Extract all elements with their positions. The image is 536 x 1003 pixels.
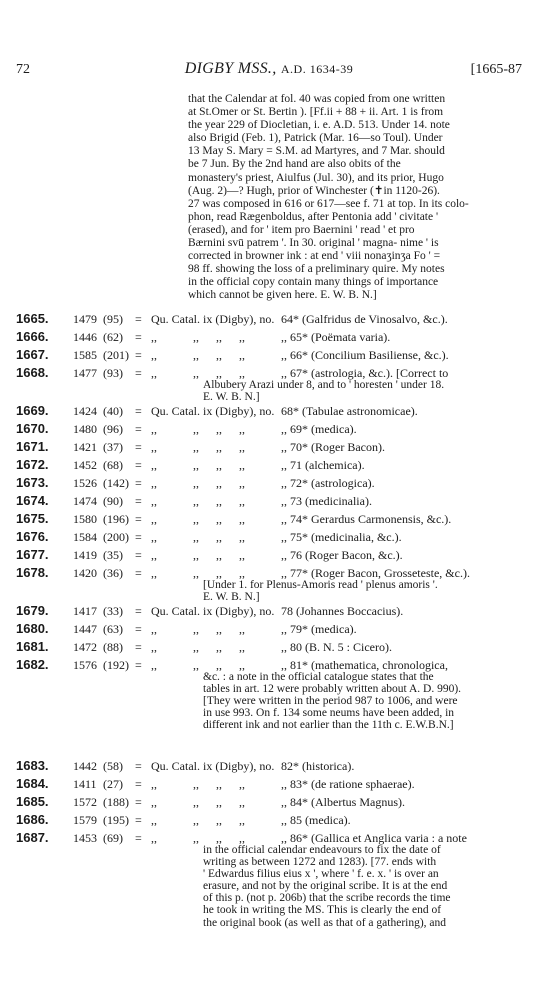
old-number: (37) [103,440,123,454]
entry-description: ,, 75* (medicinalia, &c.). [281,530,402,544]
entry-number: 1667. [16,347,49,362]
entry-number: 1673. [16,475,49,490]
title-date: A.D. 1634-39 [280,62,354,76]
entry-description: ,, 77* (Roger Bacon, Grosseteste, &c.). [281,566,470,580]
ditto-mark: ,, [151,476,157,490]
entry-number: 1678. [16,565,49,580]
equals-sign: = [135,404,142,418]
intro-line: (Aug. 2)—? Hugh, prior of Winchester (✝in 1120-26). [188,184,440,197]
old-number: (188) [103,795,129,809]
catalogue-entry [16,565,526,604]
ditto-mark: ,, [239,422,245,436]
entry-number: 1679. [16,603,49,618]
old-number: (95) [103,312,123,326]
equals-sign: = [135,622,142,636]
ms-number: 1474 [73,494,97,508]
ditto-mark: ,, [216,476,222,490]
old-number: (68) [103,458,123,472]
entry-note-line: ' Edwardus filius eius x ', where ' f. e. x. ' is over an [203,868,439,881]
ditto-mark: ,, [216,640,222,654]
entry-description: ,, 70* (Roger Bacon). [281,440,385,454]
ditto-mark: ,, [193,640,199,654]
equals-sign: = [135,566,142,580]
entry-number: 1677. [16,547,49,562]
entry-note-line: in the official calendar endeavours to fix the date of [203,844,441,856]
entry-description: ,, 76 (Roger Bacon, &c.). [281,548,403,562]
entry-number: 1686. [16,812,49,827]
entry-row [16,403,526,418]
old-number: (195) [103,813,129,827]
catalogue-entry [16,812,526,827]
equals-sign: = [135,640,142,654]
ditto-mark: ,, [151,640,157,654]
entry-description: ,, 73 (medicinalia). [281,494,372,508]
entry-number: 1675. [16,511,49,526]
ditto-mark: ,, [151,512,157,526]
ditto-mark: ,, [239,476,245,490]
ms-number: 1447 [73,622,97,636]
catalogue-entry [16,529,526,544]
ditto-mark: ,, [216,348,222,362]
ditto-mark: ,, [239,512,245,526]
ditto-mark: ,, [239,777,245,791]
catalogue-entry [16,621,526,636]
catalogue-entry [16,457,526,472]
intro-line: 98 ff. showing the loss of a preliminary quire. My notes [188,263,445,276]
entry-row [16,657,526,672]
ditto-mark: ,, [216,458,222,472]
ditto-mark: ,, [193,330,199,344]
catalogue-entry [16,830,526,930]
entry-number: 1683. [16,758,49,773]
intro-line: which cannot be given here. E. W. B. N.] [188,289,377,302]
catalogue-entry [16,403,526,418]
entry-note-line: [Under 1. for Plenus-Amoris read ' plenus amoris '. [203,579,438,591]
ms-number: 1477 [73,366,97,380]
old-number: (142) [103,476,129,490]
ditto-mark: ,, [193,440,199,454]
entry-row [16,621,526,636]
ditto-mark: ,, [239,548,245,562]
entry-number: 1668. [16,365,49,380]
ditto-mark: ,, [151,530,157,544]
entry-note-line: E. W. B. N.] [203,591,260,604]
ms-number: 1576 [73,658,97,672]
ditto-mark: ,, [216,440,222,454]
entry-description: 82* (historica). [281,759,355,773]
ditto-mark: ,, [216,530,222,544]
entry-row [16,493,526,508]
ditto-mark: ,, [151,366,157,380]
catalogue-entry [16,493,526,508]
entry-row [16,439,526,454]
equals-sign: = [135,476,142,490]
ms-number: 1421 [73,440,97,454]
ditto-mark: ,, [193,658,199,672]
catalogue-entry [16,329,526,344]
equals-sign: = [135,458,142,472]
entry-number: 1671. [16,439,49,454]
entry-row [16,830,526,845]
ms-number: 1479 [73,312,97,326]
catalogue-reference: Qu. Catal. ix (Digby), no. [151,404,275,418]
intro-line: corrected in browner ink : at end ' viii nonaʒinʒa Fo ' = [188,250,441,263]
entry-note-line: in use 993. On f. 134 some neums have been added, in [203,707,455,720]
ditto-mark: ,, [193,777,199,791]
ditto-mark: ,, [239,494,245,508]
old-number: (33) [103,604,123,618]
entry-note-line: &c. : a note in the official catalogue states that the [203,671,434,683]
ditto-mark: ,, [151,548,157,562]
ms-number: 1526 [73,476,97,490]
entry-row [16,347,526,362]
entry-row [16,311,526,326]
equals-sign: = [135,312,142,326]
old-number: (200) [103,530,129,544]
catalogue-entry [16,657,526,732]
entry-row [16,794,526,809]
equals-sign: = [135,440,142,454]
catalogue-entry [16,347,526,362]
entry-description: 68* (Tabulae astronomicae). [281,404,418,418]
ms-number: 1453 [73,831,97,845]
ditto-mark: ,, [193,512,199,526]
old-number: (96) [103,422,123,436]
entry-description: ,, 81* (mathematica, chronologica, [281,658,448,672]
entry-row [16,365,526,380]
catalogue-entry [16,365,526,404]
catalogue-entry [16,639,526,654]
ditto-mark: ,, [239,795,245,809]
entry-row [16,758,526,773]
old-number: (40) [103,404,123,418]
ditto-mark: ,, [239,813,245,827]
catalogue-reference: Qu. Catal. ix (Digby), no. [151,312,275,326]
ms-number: 1420 [73,566,97,580]
intro-line: monastery's priest, Aiulfus (Jul. 30), and its prior, Hugo [188,171,444,184]
intro-line: Bærnini svū patrem '. In 30. original ' magna- nime ' is [188,237,439,250]
ditto-mark: ,, [216,795,222,809]
ms-number: 1452 [73,458,97,472]
ditto-mark: ,, [193,530,199,544]
catalogue-entry [16,547,526,562]
ms-number: 1585 [73,348,97,362]
entry-note-line: Albubery Arazi under 8, and to ' horesten ' under 18. [203,379,445,391]
entry-row [16,603,526,618]
entry-description: ,, 69* (medica). [281,422,357,436]
entry-note-line: erasure, and not by the original scribe. It is at the end [203,880,448,893]
entry-row [16,475,526,490]
ditto-mark: ,, [193,548,199,562]
entry-note-line: E. W. B. N.] [203,391,260,404]
equals-sign: = [135,777,142,791]
ditto-mark: ,, [193,422,199,436]
entry-row [16,639,526,654]
catalogue-entry [16,421,526,436]
equals-sign: = [135,604,142,618]
entry-description: ,, 84* (Albertus Magnus). [281,795,405,809]
entry-description: 78 (Johannes Boccacius). [281,604,404,618]
entry-note-line: the original book (as well as that of a gathering), and [203,916,447,929]
entry-row [16,421,526,436]
entry-description: ,, 86* (Gallica et Anglica varia : a note [281,831,467,845]
ditto-mark: ,, [239,640,245,654]
old-number: (201) [103,348,129,362]
ditto-mark: ,, [239,566,245,580]
ditto-mark: ,, [151,795,157,809]
entry-number: 1687. [16,830,49,845]
old-number: (58) [103,759,123,773]
entry-row [16,511,526,526]
entry-note-line: different ink and not earlier than the 11th c. E.W.B.N.] [203,719,454,732]
ms-number: 1419 [73,548,97,562]
ditto-mark: ,, [193,494,199,508]
entry-number: 1684. [16,776,49,791]
ditto-mark: ,, [151,458,157,472]
entry-number: 1665. [16,311,49,326]
ditto-mark: ,, [239,366,245,380]
catalogue-entry [16,311,526,326]
ditto-mark: ,, [216,622,222,636]
catalogue-entry [16,603,526,618]
entry-description: 64* (Galfridus de Vinosalvo, &c.). [281,312,448,326]
entry-description: ,, 66* (Concilium Basiliense, &c.). [281,348,449,362]
entry-number: 1674. [16,493,49,508]
equals-sign: = [135,831,142,845]
entry-description: ,, 65* (Poëmata varia). [281,330,391,344]
ms-number: 1472 [73,640,97,654]
intro-paragraph [188,93,526,303]
ditto-mark: ,, [193,348,199,362]
equals-sign: = [135,494,142,508]
ditto-mark: ,, [193,366,199,380]
ditto-mark: ,, [151,658,157,672]
old-number: (36) [103,566,123,580]
ditto-mark: ,, [216,658,222,672]
entry-description: ,, 71 (alchemica). [281,458,365,472]
ditto-mark: ,, [216,831,222,845]
equals-sign: = [135,512,142,526]
catalogue-reference: Qu. Catal. ix (Digby), no. [151,604,275,618]
entry-note-line: writing as between 1272 and 1283). [77. ends with [203,856,437,869]
ditto-mark: ,, [193,566,199,580]
equals-sign: = [135,813,142,827]
entry-row [16,529,526,544]
entry-description: ,, 79* (medica). [281,622,357,636]
old-number: (192) [103,658,129,672]
entry-number: 1680. [16,621,49,636]
entry-description: ,, 80 (B. N. 5 : Cicero). [281,640,392,654]
ditto-mark: ,, [151,813,157,827]
old-number: (35) [103,548,123,562]
intro-line: in the official copy contain many things of importance [188,276,439,289]
ms-number: 1442 [73,759,97,773]
catalogue-entry [16,439,526,454]
old-number: (62) [103,330,123,344]
entry-note-line: tables in art. 12 were probably written about A. D. 990). [203,683,462,696]
intro-line: the year 229 of Diocletian, i. e. A.D. 513. Under 14. note [188,119,450,132]
ditto-mark: ,, [193,813,199,827]
intro-line: that the Calendar at fol. 40 was copied from one written [188,93,446,105]
entry-note-line: he took in writing the MS. This is clearly the end of [203,904,442,917]
intro-line: at St.Omer or St. Bertin ). [Ff.ii + 88 + ii. Art. 1 is from [188,106,444,119]
ditto-mark: ,, [239,530,245,544]
ms-number: 1417 [73,604,97,618]
entry-note-line: [They were written in the period 987 to 1006, and were [203,695,458,708]
ditto-mark: ,, [239,831,245,845]
ditto-mark: ,, [239,658,245,672]
ms-number: 1446 [73,330,97,344]
entry-row [16,776,526,791]
ditto-mark: ,, [151,566,157,580]
entry-description: ,, 67* (astrologia, &c.). [Correct to [281,366,449,380]
ditto-mark: ,, [216,566,222,580]
entry-number: 1682. [16,657,49,672]
entry-number: 1666. [16,329,49,344]
ditto-mark: ,, [193,831,199,845]
catalogue-entry [16,758,526,773]
entry-number: 1669. [16,403,49,418]
intro-line: (erased), and for ' item pro Baernini ' read ' et pro [188,223,415,236]
intro-line: 13 May S. Mary = S.M. ad Martyres, and 7 Mar. should [188,145,445,158]
catalogue-entry [16,794,526,809]
ditto-mark: ,, [216,777,222,791]
old-number: (90) [103,494,123,508]
intro-line: phon, read Rægenboldus, after Pentonia add ' civitate ' [188,210,439,223]
ms-number: 1572 [73,795,97,809]
old-number: (93) [103,366,123,380]
ditto-mark: ,, [151,494,157,508]
intro-line: be 7 Jun. By the 2nd hand are also obits of the [188,158,401,171]
ditto-mark: ,, [151,348,157,362]
ditto-mark: ,, [216,813,222,827]
page-header [16,62,522,82]
ditto-mark: ,, [239,622,245,636]
entry-row [16,547,526,562]
ditto-mark: ,, [216,330,222,344]
entry-number: 1685. [16,794,49,809]
equals-sign: = [135,658,142,672]
catalogue-entry [16,776,526,791]
title-main: DIGBY MSS., [184,60,277,77]
ditto-mark: ,, [239,458,245,472]
entry-row [16,565,526,580]
equals-sign: = [135,422,142,436]
equals-sign: = [135,330,142,344]
ditto-mark: ,, [193,476,199,490]
entry-note-line: of this p. (not p. 206b) that the scribe records the time [203,892,451,905]
ditto-mark: ,, [216,512,222,526]
equals-sign: = [135,366,142,380]
old-number: (27) [103,777,123,791]
equals-sign: = [135,795,142,809]
ms-number: 1579 [73,813,97,827]
old-number: (63) [103,622,123,636]
catalogue-entry [16,511,526,526]
ms-number: 1580 [73,512,97,526]
ditto-mark: ,, [216,548,222,562]
ms-number: 1584 [73,530,97,544]
ditto-mark: ,, [239,348,245,362]
ditto-mark: ,, [151,330,157,344]
entry-row [16,457,526,472]
equals-sign: = [135,530,142,544]
ms-number: 1480 [73,422,97,436]
entry-number: 1672. [16,457,49,472]
entry-description: ,, 72* (astrologica). [281,476,375,490]
old-number: (196) [103,512,129,526]
catalogue-reference: Qu. Catal. ix (Digby), no. [151,759,275,773]
ditto-mark: ,, [193,458,199,472]
ditto-mark: ,, [151,622,157,636]
old-number: (69) [103,831,123,845]
old-number: (88) [103,640,123,654]
ditto-mark: ,, [239,440,245,454]
entry-row [16,812,526,827]
entry-description: ,, 83* (de ratione sphaerae). [281,777,415,791]
entry-number: 1676. [16,529,49,544]
entry-row [16,329,526,344]
intro-line: 27 was composed in 616 or 617—see f. 71 at top. In its colo- [188,197,469,210]
ditto-mark: ,, [151,777,157,791]
ms-number: 1424 [73,404,97,418]
ditto-mark: ,, [239,330,245,344]
catalogue-entry [16,475,526,490]
page-title [16,60,522,78]
equals-sign: = [135,348,142,362]
ditto-mark: ,, [216,422,222,436]
entry-description: ,, 74* Gerardus Carmonensis, &c.). [281,512,452,526]
equals-sign: = [135,759,142,773]
ditto-mark: ,, [151,422,157,436]
page-number: 72 [16,62,30,77]
ditto-mark: ,, [193,795,199,809]
ms-number: 1411 [73,777,97,791]
equals-sign: = [135,548,142,562]
entry-description: ,, 85 (medica). [281,813,351,827]
intro-line: also Brigid (Feb. 1), Patrick (Mar. 16—so Toul). Under [188,132,443,145]
ditto-mark: ,, [151,831,157,845]
ditto-mark: ,, [193,622,199,636]
page-range: [1665-87 [470,62,522,77]
entry-number: 1681. [16,639,49,654]
ditto-mark: ,, [216,494,222,508]
ditto-mark: ,, [151,440,157,454]
ditto-mark: ,, [216,366,222,380]
entry-number: 1670. [16,421,49,436]
